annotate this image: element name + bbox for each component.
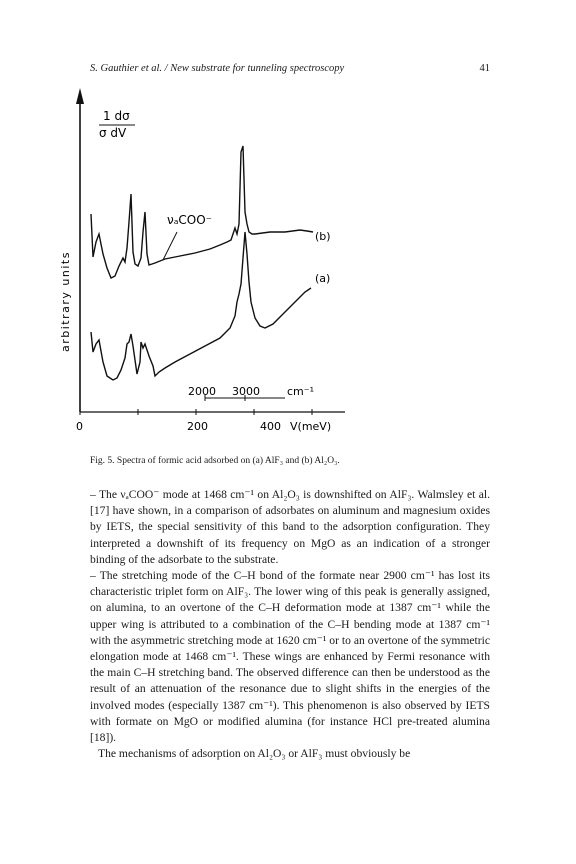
running-header: [90, 63, 490, 74]
mev-tick-400: 400: [260, 420, 281, 433]
mev-unit: V(meV): [290, 420, 332, 433]
paragraph-1: – The νₐCOO⁻ mode at 1468 cm⁻¹ on Al₂O₃ is downshifted on AlF₃. Walmsley et al. [17] have shown, in a comparison of adsorbates on aluminum and magnesium oxides by IETS, the special sensitivity of this band to the adsorption configuration. They interpreted a downshift of its frequency on MgO as an indication of a stronger binding of the adsorbate to the substrate.: [90, 488, 490, 566]
y-axis-arrow: [76, 88, 84, 104]
mev-tick-0: 0: [76, 420, 83, 433]
cm-unit: cm⁻¹: [287, 385, 314, 398]
curve-a-label: (a): [315, 272, 331, 285]
peak-annotation-pointer: [163, 232, 177, 260]
spectra-plot: [55, 82, 355, 457]
curve-b-label: (b): [315, 230, 331, 243]
y-fraction-denominator: σ dV: [99, 126, 127, 140]
cm-tick-2000: 2000: [188, 385, 216, 398]
paragraph-2: – The stretching mode of the C–H bond of the formate near 2900 cm⁻¹ has lost its characteristic triplet form on AlF₃. The lower wing of this peak is generally assigned, on alumina, to an overtone of the C–H deformation mode at 1387 cm⁻¹ while the upper wing is attributed to a combination of the C–H bending mode at 1387 cm⁻¹ with the asymmetric stretching mode at 1620 cm⁻¹ or to an overtone of the symmetric elongation mode at 1468 cm⁻¹. These wings are enhanced by Fermi resonance with the main C–H stretching band. The observed difference can then be understood as the result of an attenuation of the resonance due to slight shifts in the energies of the involved modes (especially 1387 cm⁻¹). This phenomenon is also observed by IETS with formate on MgO or modified alumina (for instance HCl pre-treated alumina [18]).: [90, 569, 490, 745]
y-fraction-numerator: 1 dσ: [103, 109, 130, 123]
body-text: [90, 487, 490, 762]
cm-tick-3000: 3000: [232, 385, 260, 398]
peak-annotation: νₐCOO⁻: [167, 213, 213, 227]
y-axis-label: arbitrary units: [59, 251, 72, 352]
page-number: 41: [479, 63, 490, 74]
curve-b: [91, 146, 313, 278]
spectra-figure: [55, 82, 355, 457]
mev-tick-200: 200: [187, 420, 208, 433]
curve-a: [91, 232, 311, 380]
running-title: S. Gauthier et al. / New substrate for tunneling spectroscopy: [90, 63, 345, 74]
figure-caption: Fig. 5. Spectra of formic acid adsorbed on (a) AlF₃ and (b) Al₂O₃.: [90, 456, 340, 466]
paragraph-3: The mechanisms of adsorption on Al₂O₃ or AlF₃ must obviously be: [98, 747, 411, 761]
